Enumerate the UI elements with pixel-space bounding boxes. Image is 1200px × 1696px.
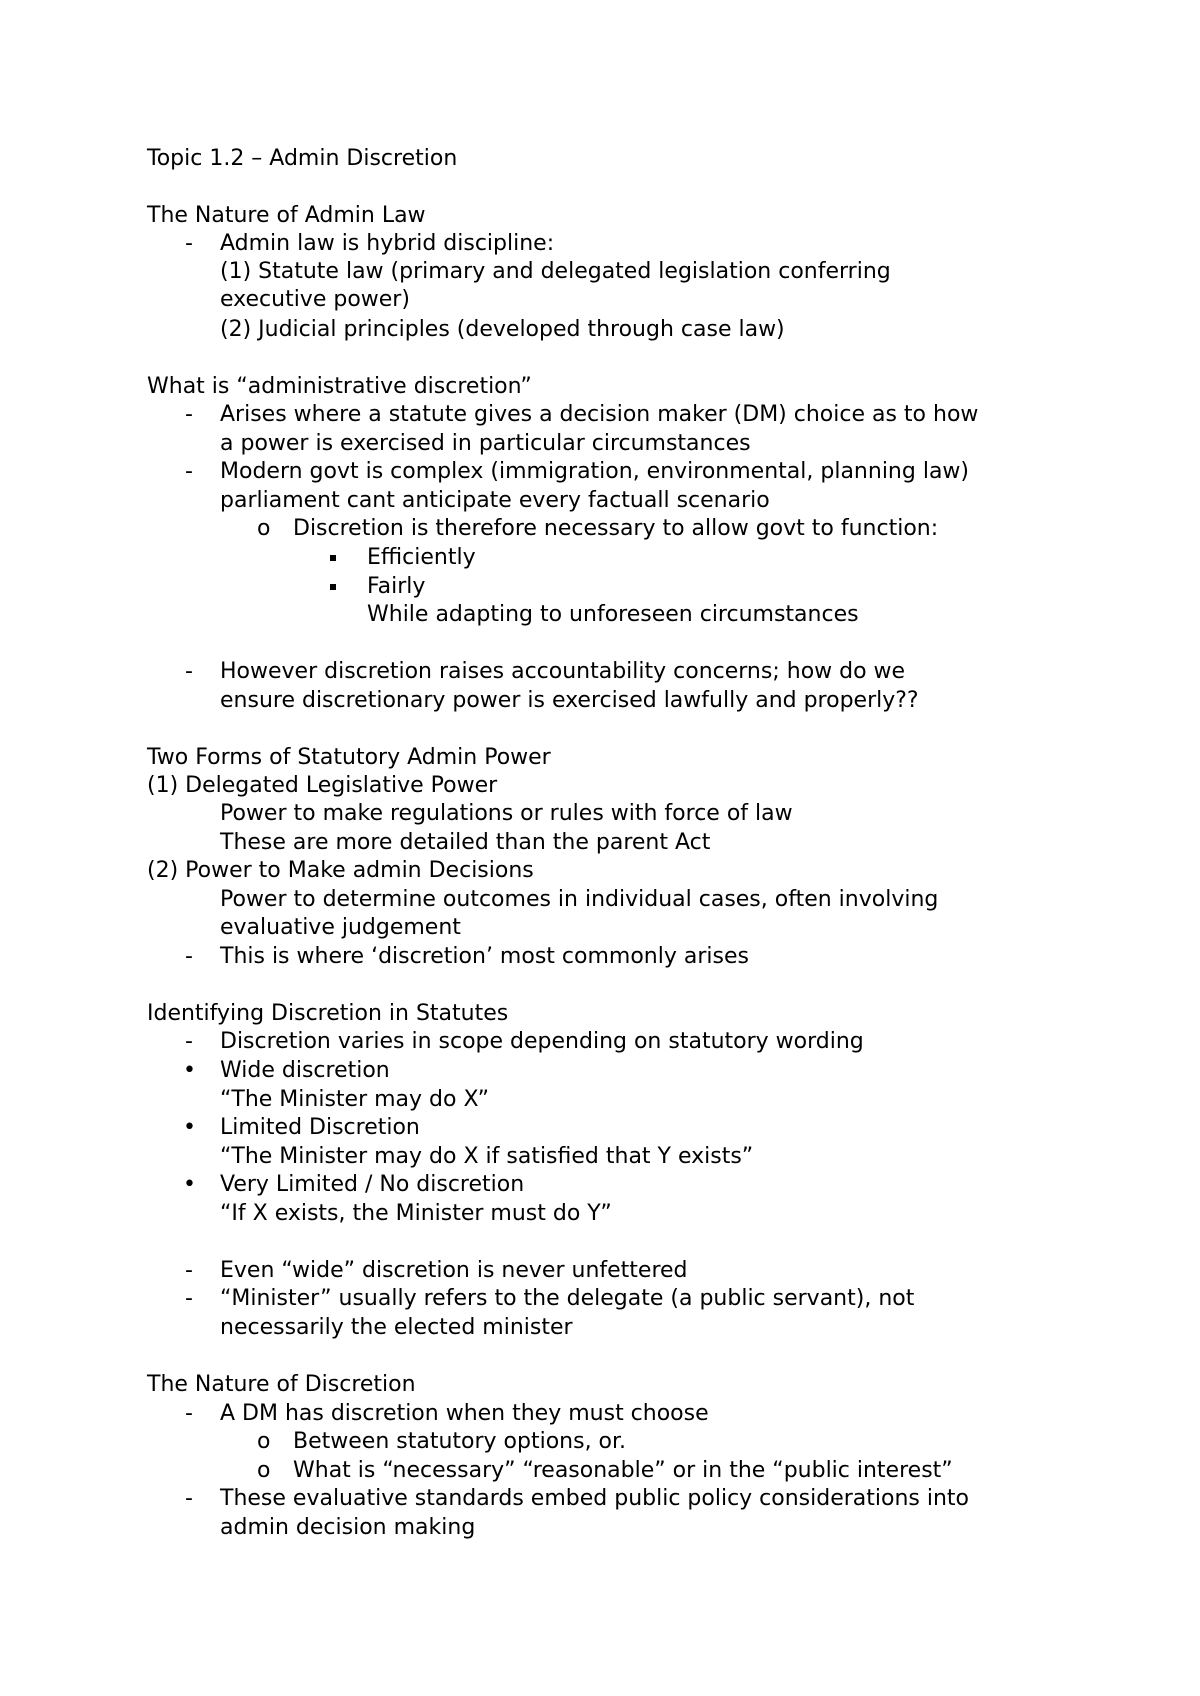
dash-bullet: - — [185, 1286, 193, 1311]
sub-sub-list-item-line: While adapting to unforeseen circumstances — [367, 602, 859, 627]
list-item: “Minister” usually refers to the delegate (a public servant), not — [220, 1286, 915, 1311]
list-item-line: necessarily the elected minister — [220, 1315, 573, 1340]
section-heading: The Nature of Admin Law — [147, 203, 426, 228]
dash-bullet: - — [185, 231, 193, 256]
dash-bullet: - — [185, 1258, 193, 1283]
section-heading: What is “administrative discretion” — [147, 374, 532, 399]
circle-bullet: o — [257, 516, 271, 541]
list-item-line: ensure discretionary power is exercised lawfully and properly?? — [220, 688, 919, 713]
list-item-line: executive power) — [220, 287, 410, 312]
dot-bullet: • — [183, 1172, 196, 1197]
dash-bullet: - — [185, 1401, 193, 1426]
form-label: (2) Power to Make admin Decisions — [147, 858, 534, 883]
list-item: Admin law is hybrid discipline: — [220, 231, 555, 256]
circle-bullet: o — [257, 1429, 271, 1454]
quote-line: “The Minister may do X if satisfied that Y exists” — [220, 1144, 754, 1169]
dot-bullet: • — [183, 1115, 196, 1140]
sub-list-item: What is “necessary” “reasonable” or in the “public interest” — [293, 1458, 953, 1483]
dash-bullet: - — [185, 944, 193, 969]
dot-bullet: • — [183, 1058, 196, 1083]
list-item-line: (2) Judicial principles (developed through case law) — [220, 317, 785, 342]
list-item: Very Limited / No discretion — [220, 1172, 525, 1197]
square-bullet-icon — [330, 584, 336, 590]
page-title: Topic 1.2 – Admin Discretion — [147, 146, 458, 171]
form-description: evaluative judgement — [220, 915, 461, 940]
sub-list-item: Discretion is therefore necessary to allow govt to function: — [293, 516, 939, 541]
dash-bullet: - — [185, 659, 193, 684]
dash-bullet: - — [185, 1486, 193, 1511]
quote-line: “If X exists, the Minister must do Y” — [220, 1201, 612, 1226]
list-item: A DM has discretion when they must choose — [220, 1401, 709, 1426]
dash-bullet: - — [185, 459, 193, 484]
sub-list-item: Between statutory options, or. — [293, 1429, 627, 1454]
section-heading: Identifying Discretion in Statutes — [147, 1001, 509, 1026]
list-item-line: (1) Statute law (primary and delegated legislation conferring — [220, 259, 891, 284]
list-item-line: a power is exercised in particular circumstances — [220, 431, 751, 456]
form-description: Power to determine outcomes in individual cases, often involving — [220, 887, 939, 912]
dash-bullet: - — [185, 1029, 193, 1054]
circle-bullet: o — [257, 1458, 271, 1483]
form-label: (1) Delegated Legislative Power — [147, 773, 498, 798]
list-item: These evaluative standards embed public policy considerations into — [220, 1486, 970, 1511]
list-item: Modern govt is complex (immigration, environmental, planning law) — [220, 459, 969, 484]
dash-bullet: - — [185, 402, 193, 427]
list-item: Limited Discretion — [220, 1115, 420, 1140]
form-description: Power to make regulations or rules with force of law — [220, 801, 793, 826]
section-heading: The Nature of Discretion — [147, 1372, 416, 1397]
list-item: Arises where a statute gives a decision maker (DM) choice as to how — [220, 402, 979, 427]
sub-sub-list-item: Efficiently — [367, 545, 476, 570]
list-item: This is where ‘discretion’ most commonly arises — [220, 944, 749, 969]
list-item: Wide discretion — [220, 1058, 390, 1083]
list-item: Discretion varies in scope depending on statutory wording — [220, 1029, 864, 1054]
list-item: Even “wide” discretion is never unfettered — [220, 1258, 688, 1283]
section-heading: Two Forms of Statutory Admin Power — [147, 745, 551, 770]
list-item-line: admin decision making — [220, 1515, 476, 1540]
quote-line: “The Minister may do X” — [220, 1087, 490, 1112]
list-item: However discretion raises accountability concerns; how do we — [220, 659, 906, 684]
list-item-line: parliament cant anticipate every factuall scenario — [220, 488, 770, 513]
square-bullet-icon — [330, 555, 336, 561]
form-description: These are more detailed than the parent Act — [220, 830, 711, 855]
sub-sub-list-item: Fairly — [367, 574, 426, 599]
